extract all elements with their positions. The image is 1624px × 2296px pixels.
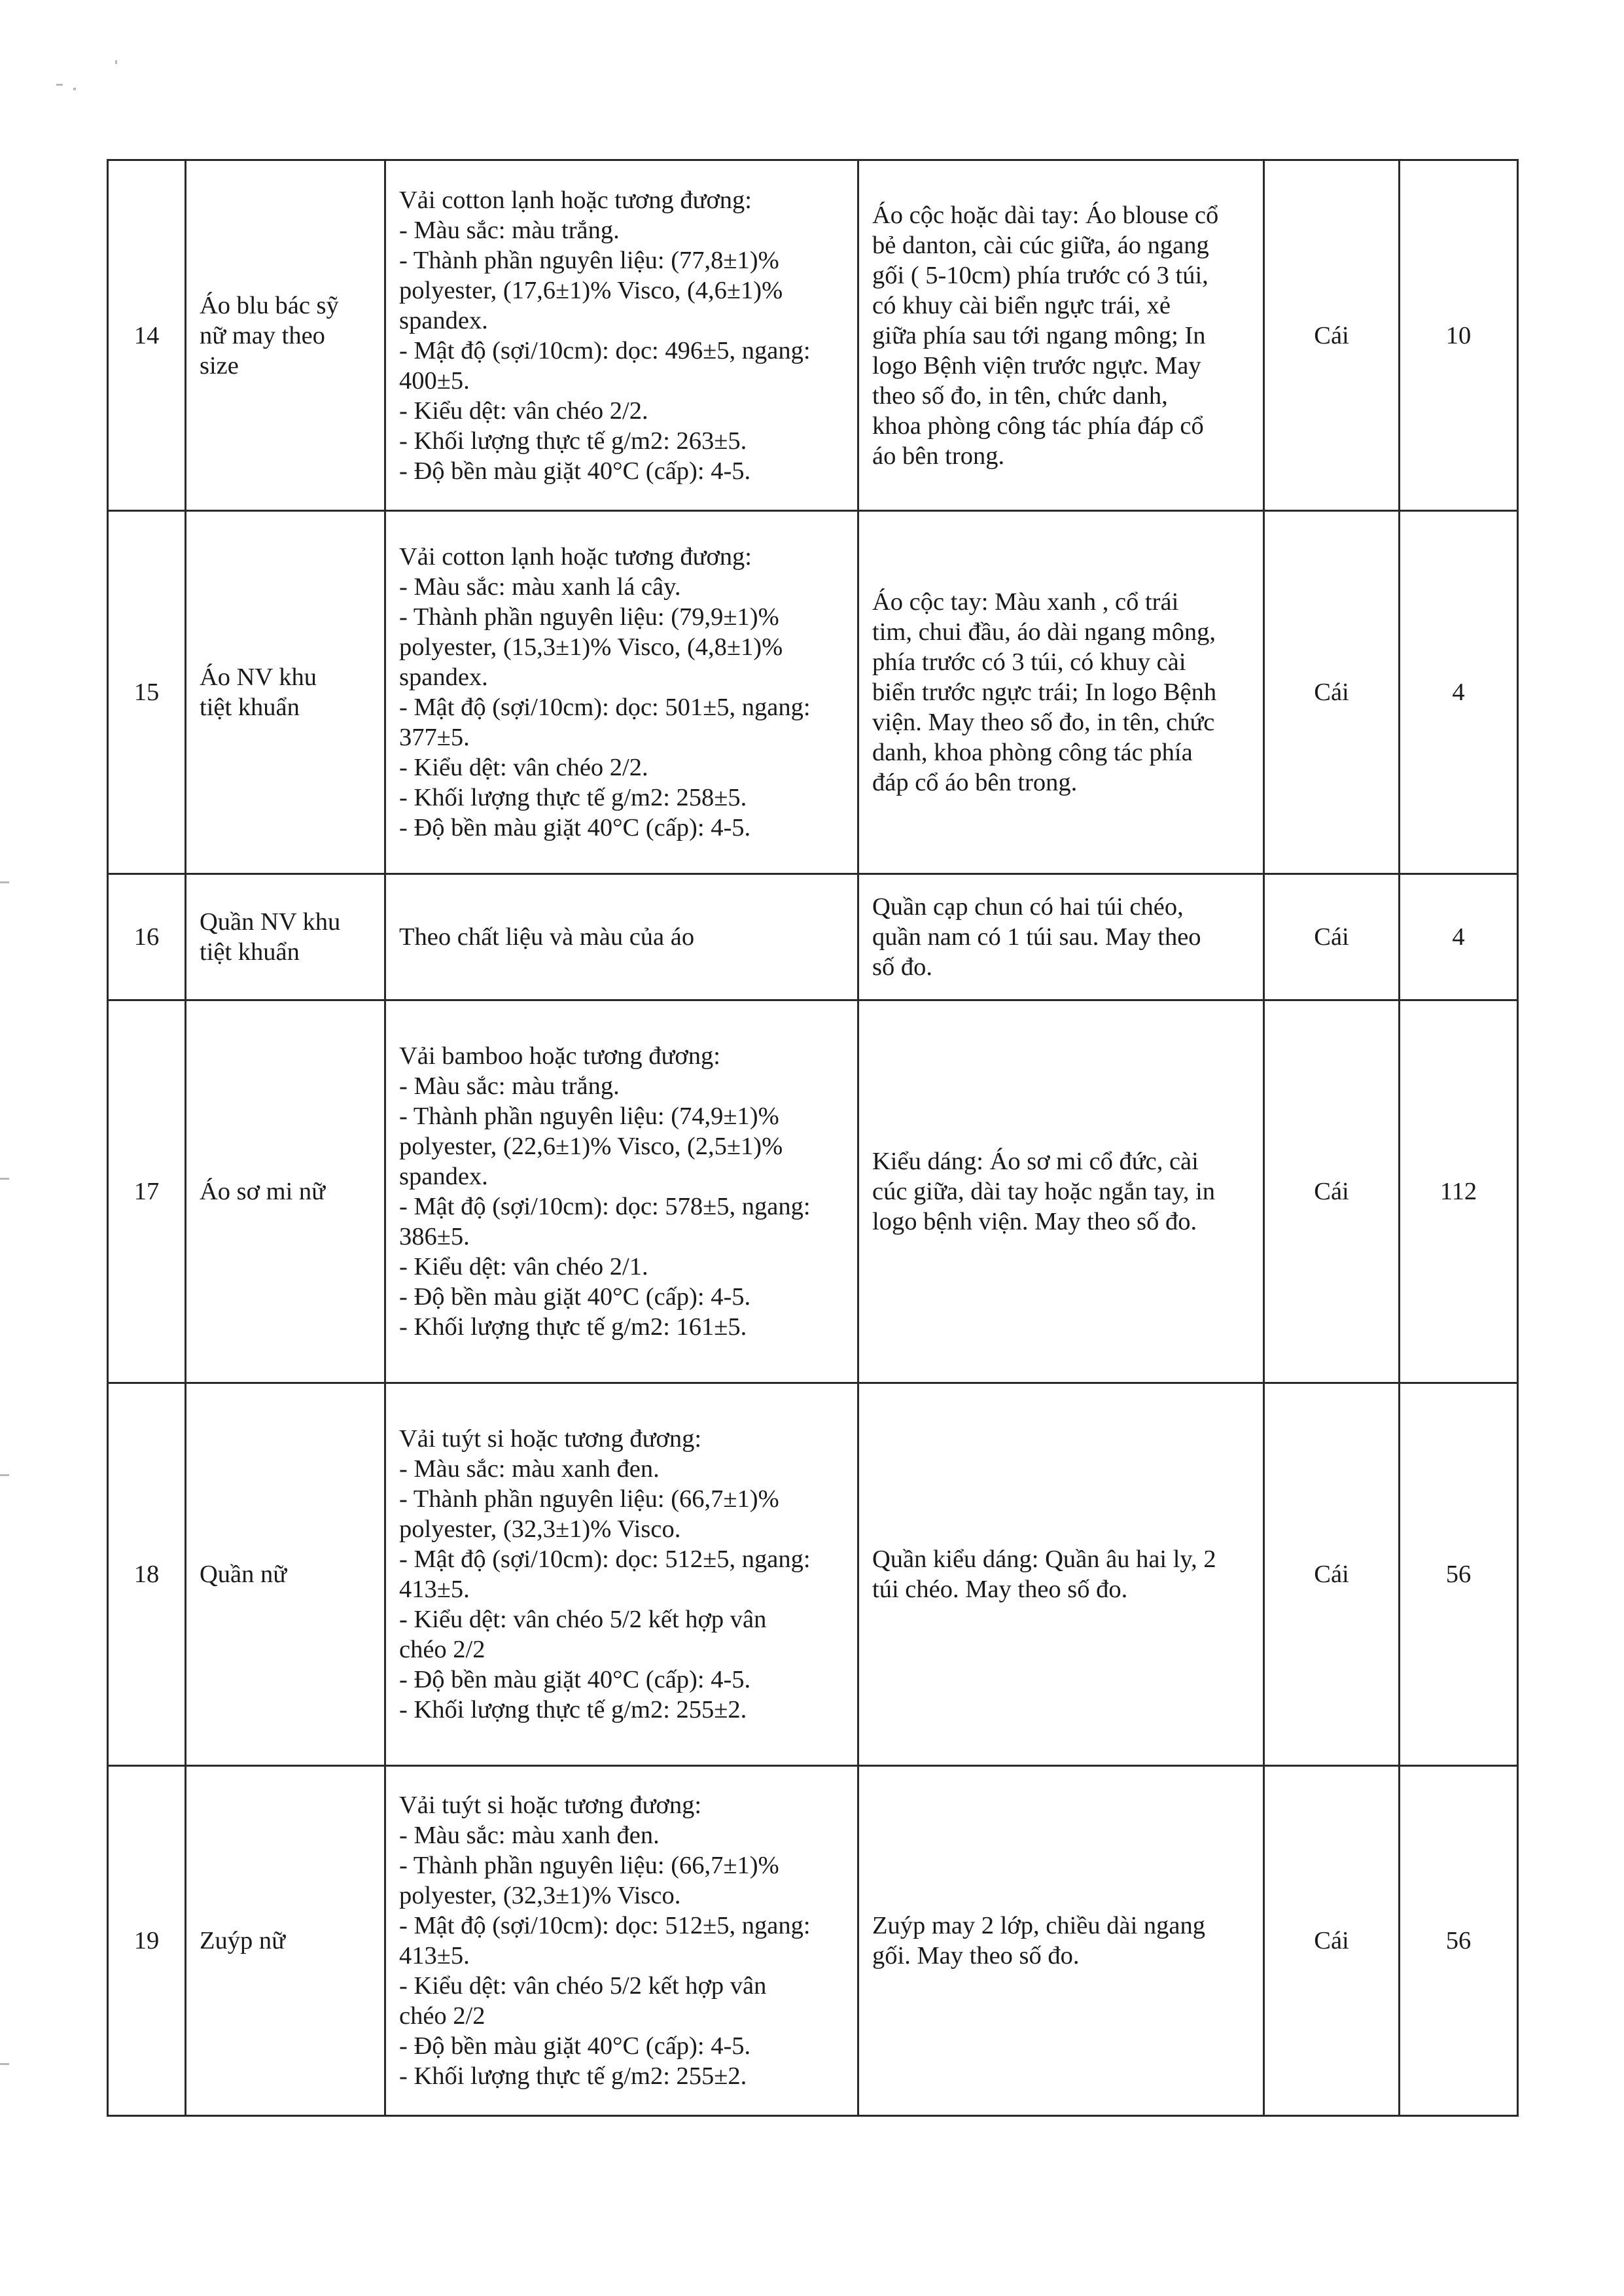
table-row bbox=[108, 511, 1518, 874]
material-spec-line: - Thành phần nguyên liệu: (74,9±1)% bbox=[399, 1103, 779, 1130]
material-spec-line: 386±5. bbox=[399, 1223, 470, 1250]
item-name-line: Zuýp nữ bbox=[200, 1927, 286, 1954]
design-description-line: có khuy cài biển ngực trái, xẻ bbox=[872, 291, 1171, 319]
table-row bbox=[108, 1766, 1518, 2116]
design-description-line: quần nam có 1 túi sau. May theo bbox=[872, 923, 1201, 951]
design-description-line: Quần cạp chun có hai túi chéo, bbox=[872, 893, 1184, 921]
design-description-cell bbox=[858, 160, 1264, 511]
quantity-cell: 10 bbox=[1400, 160, 1518, 511]
material-spec-line: - Độ bền màu giặt 40°C (cấp): 4-5. bbox=[399, 1283, 751, 1311]
item-number-cell: 19 bbox=[108, 1766, 186, 2116]
material-spec-cell bbox=[385, 160, 858, 511]
material-spec-line: - Kiểu dệt: vân chéo 5/2 kết hợp vân bbox=[399, 1606, 767, 1633]
item-number-cell: 16 bbox=[108, 874, 186, 1000]
unit-cell: Cái bbox=[1264, 1383, 1400, 1766]
material-spec-line: Theo chất liệu và màu của áo bbox=[399, 923, 695, 951]
design-description-line: túi chéo. May theo số đo. bbox=[872, 1576, 1128, 1603]
material-spec-line: Vải bamboo hoặc tương đương: bbox=[399, 1042, 720, 1070]
material-spec-line: - Độ bền màu giặt 40°C (cấp): 4-5. bbox=[399, 1666, 751, 1693]
scan-artifact bbox=[0, 1474, 9, 1476]
material-spec-line: 413±5. bbox=[399, 1576, 470, 1603]
material-spec-line: - Màu sắc: màu xanh lá cây. bbox=[399, 573, 681, 601]
material-spec-line: - Mật độ (sợi/10cm): dọc: 512±5, ngang: bbox=[399, 1912, 811, 1939]
item-name-cell bbox=[186, 511, 385, 874]
material-spec-line: spandex. bbox=[399, 1163, 488, 1190]
material-spec-cell bbox=[385, 511, 858, 874]
item-name-cell bbox=[186, 874, 385, 1000]
material-spec-line: - Kiểu dệt: vân chéo 5/2 kết hợp vân bbox=[399, 1972, 767, 2000]
material-spec-line: polyester, (17,6±1)% Visco, (4,6±1)% bbox=[399, 276, 783, 304]
design-description-line: phía trước có 3 túi, có khuy cài bbox=[872, 648, 1186, 676]
design-description-line: áo bên trong. bbox=[872, 442, 1005, 470]
material-spec-cell bbox=[385, 1766, 858, 2116]
item-name-cell bbox=[186, 160, 385, 511]
design-description-cell bbox=[858, 1766, 1264, 2116]
design-description-cell bbox=[858, 1000, 1264, 1383]
design-description-line: danh, khoa phòng công tác phía bbox=[872, 739, 1193, 766]
material-spec-line: - Thành phần nguyên liệu: (79,9±1)% bbox=[399, 603, 779, 631]
material-spec-cell bbox=[385, 1000, 858, 1383]
scan-artifact bbox=[0, 1178, 9, 1180]
material-spec-line: - Khối lượng thực tế g/m2: 263±5. bbox=[399, 427, 747, 455]
material-spec-line: - Màu sắc: màu trắng. bbox=[399, 1072, 620, 1100]
design-description-line: logo bệnh viện. May theo số đo. bbox=[872, 1208, 1197, 1235]
material-spec-line: - Kiểu dệt: vân chéo 2/2. bbox=[399, 754, 648, 781]
material-spec-line: 377±5. bbox=[399, 724, 470, 751]
item-name-line: Áo blu bác sỹ bbox=[200, 291, 339, 319]
material-spec-line: Vải tuýt si hoặc tương đương: bbox=[399, 1425, 702, 1453]
design-description-line: gối ( 5-10cm) phía trước có 3 túi, bbox=[872, 261, 1209, 289]
material-spec-line: 413±5. bbox=[399, 1942, 470, 1969]
item-name-line: tiệt khuẩn bbox=[200, 938, 300, 966]
design-description-cell bbox=[858, 1383, 1264, 1766]
item-number-cell: 18 bbox=[108, 1383, 186, 1766]
material-spec-line: polyester, (32,3±1)% Visco. bbox=[399, 1515, 681, 1543]
material-spec-line: - Kiểu dệt: vân chéo 2/1. bbox=[399, 1253, 648, 1280]
material-spec-line: - Độ bền màu giặt 40°C (cấp): 4-5. bbox=[399, 814, 751, 841]
material-spec-line: Vải tuýt si hoặc tương đương: bbox=[399, 1792, 702, 1819]
item-number-cell: 15 bbox=[108, 511, 186, 874]
material-spec-line: polyester, (15,3±1)% Visco, (4,8±1)% bbox=[399, 633, 783, 661]
design-description-line: tim, chui đầu, áo dài ngang mông, bbox=[872, 618, 1216, 646]
design-description-line: theo số đo, in tên, chức danh, bbox=[872, 381, 1168, 410]
material-spec-line: - Thành phần nguyên liệu: (66,7±1)% bbox=[399, 1852, 779, 1879]
design-description-line: cúc giữa, dài tay hoặc ngắn tay, in bbox=[872, 1178, 1216, 1205]
material-spec-line: Vải cotton lạnh hoặc tương đương: bbox=[399, 543, 752, 571]
item-name-line: Quần nữ bbox=[200, 1561, 287, 1588]
specification-table bbox=[107, 159, 1519, 2117]
material-spec-line: - Độ bền màu giặt 40°C (cấp): 4-5. bbox=[399, 457, 751, 485]
table-row bbox=[108, 1383, 1518, 1766]
material-spec-line: - Mật độ (sợi/10cm): dọc: 496±5, ngang: bbox=[399, 336, 811, 364]
quantity-cell: 4 bbox=[1400, 874, 1518, 1000]
item-name-line: Áo NV khu bbox=[200, 663, 317, 691]
material-spec-line: polyester, (32,3±1)% Visco. bbox=[399, 1882, 681, 1909]
material-spec-cell bbox=[385, 874, 858, 1000]
design-description-line: viện. May theo số đo, in tên, chức bbox=[872, 709, 1215, 736]
quantity-cell: 112 bbox=[1400, 1000, 1518, 1383]
design-description-line: Zuýp may 2 lớp, chiều dài ngang bbox=[872, 1912, 1205, 1939]
design-description-line: bẻ danton, cài cúc giữa, áo ngang bbox=[872, 231, 1209, 259]
design-description-line: Áo cộc hoặc dài tay: Áo blouse cổ bbox=[872, 201, 1219, 229]
table-body bbox=[108, 160, 1518, 2116]
material-spec-line: - Màu sắc: màu xanh đen. bbox=[399, 1455, 660, 1483]
design-description-line: khoa phòng công tác phía đáp cổ bbox=[872, 412, 1204, 440]
design-description-line: đáp cổ áo bên trong. bbox=[872, 769, 1078, 796]
design-description-line: Áo cộc tay: Màu xanh , cổ trái bbox=[872, 588, 1179, 616]
material-spec-line: - Thành phần nguyên liệu: (77,8±1)% bbox=[399, 246, 779, 274]
scan-artifact bbox=[73, 88, 76, 90]
material-spec-line: - Khối lượng thực tế g/m2: 255±2. bbox=[399, 2062, 747, 2090]
material-spec-line: 400±5. bbox=[399, 366, 470, 395]
item-name-cell bbox=[186, 1000, 385, 1383]
unit-cell: Cái bbox=[1264, 160, 1400, 511]
item-number-cell: 14 bbox=[108, 160, 186, 511]
item-name-line: size bbox=[200, 351, 239, 380]
item-name-cell bbox=[186, 1383, 385, 1766]
material-spec-line: chéo 2/2 bbox=[399, 2002, 485, 2030]
design-description-cell bbox=[858, 511, 1264, 874]
item-name-cell bbox=[186, 1766, 385, 2116]
quantity-cell: 56 bbox=[1400, 1383, 1518, 1766]
material-spec-line: - Mật độ (sợi/10cm): dọc: 578±5, ngang: bbox=[399, 1193, 811, 1220]
material-spec-line: - Độ bền màu giặt 40°C (cấp): 4-5. bbox=[399, 2032, 751, 2060]
material-spec-line: - Thành phần nguyên liệu: (66,7±1)% bbox=[399, 1485, 779, 1513]
material-spec-cell bbox=[385, 1383, 858, 1766]
item-name-line: Áo sơ mi nữ bbox=[200, 1178, 326, 1205]
scan-artifact bbox=[115, 60, 117, 64]
material-spec-line: - Mật độ (sợi/10cm): dọc: 512±5, ngang: bbox=[399, 1545, 811, 1573]
scan-artifact bbox=[0, 2063, 9, 2065]
quantity-cell: 56 bbox=[1400, 1766, 1518, 2116]
material-spec-line: Vải cotton lạnh hoặc tương đương: bbox=[399, 186, 752, 214]
design-description-line: giữa phía sau tới ngang mông; In bbox=[872, 321, 1206, 349]
scan-artifact bbox=[56, 84, 63, 86]
item-name-line: nữ may theo bbox=[200, 321, 325, 349]
material-spec-line: polyester, (22,6±1)% Visco, (2,5±1)% bbox=[399, 1133, 783, 1160]
material-spec-line: - Khối lượng thực tế g/m2: 255±2. bbox=[399, 1696, 747, 1723]
design-description-line: logo Bệnh viện trước ngực. May bbox=[872, 351, 1201, 380]
material-spec-line: - Kiểu dệt: vân chéo 2/2. bbox=[399, 397, 648, 425]
design-description-line: biển trước ngực trái; In logo Bệnh bbox=[872, 679, 1217, 706]
design-description-line: Quần kiểu dáng: Quần âu hai ly, 2 bbox=[872, 1545, 1216, 1573]
material-spec-line: - Màu sắc: màu trắng. bbox=[399, 216, 620, 244]
material-spec-line: chéo 2/2 bbox=[399, 1636, 485, 1663]
unit-cell: Cái bbox=[1264, 1766, 1400, 2116]
unit-cell: Cái bbox=[1264, 1000, 1400, 1383]
table-row bbox=[108, 874, 1518, 1000]
material-spec-line: - Khối lượng thực tế g/m2: 258±5. bbox=[399, 784, 747, 811]
table-row bbox=[108, 160, 1518, 511]
design-description-line: gối. May theo số đo. bbox=[872, 1942, 1080, 1969]
unit-cell: Cái bbox=[1264, 874, 1400, 1000]
material-spec-line: spandex. bbox=[399, 663, 488, 691]
design-description-line: số đo. bbox=[872, 953, 932, 981]
design-description-cell bbox=[858, 874, 1264, 1000]
scan-artifact bbox=[0, 881, 9, 883]
quantity-cell: 4 bbox=[1400, 511, 1518, 874]
material-spec-line: - Khối lượng thực tế g/m2: 161±5. bbox=[399, 1313, 747, 1341]
material-spec-line: spandex. bbox=[399, 306, 488, 334]
item-name-line: Quần NV khu bbox=[200, 908, 341, 936]
table-row bbox=[108, 1000, 1518, 1383]
design-description-line: Kiểu dáng: Áo sơ mi cổ đức, cài bbox=[872, 1148, 1199, 1175]
material-spec-line: - Màu sắc: màu xanh đen. bbox=[399, 1822, 660, 1849]
material-spec-line: - Mật độ (sợi/10cm): dọc: 501±5, ngang: bbox=[399, 694, 811, 721]
item-number-cell: 17 bbox=[108, 1000, 186, 1383]
item-name-line: tiệt khuẩn bbox=[200, 694, 300, 721]
unit-cell: Cái bbox=[1264, 511, 1400, 874]
